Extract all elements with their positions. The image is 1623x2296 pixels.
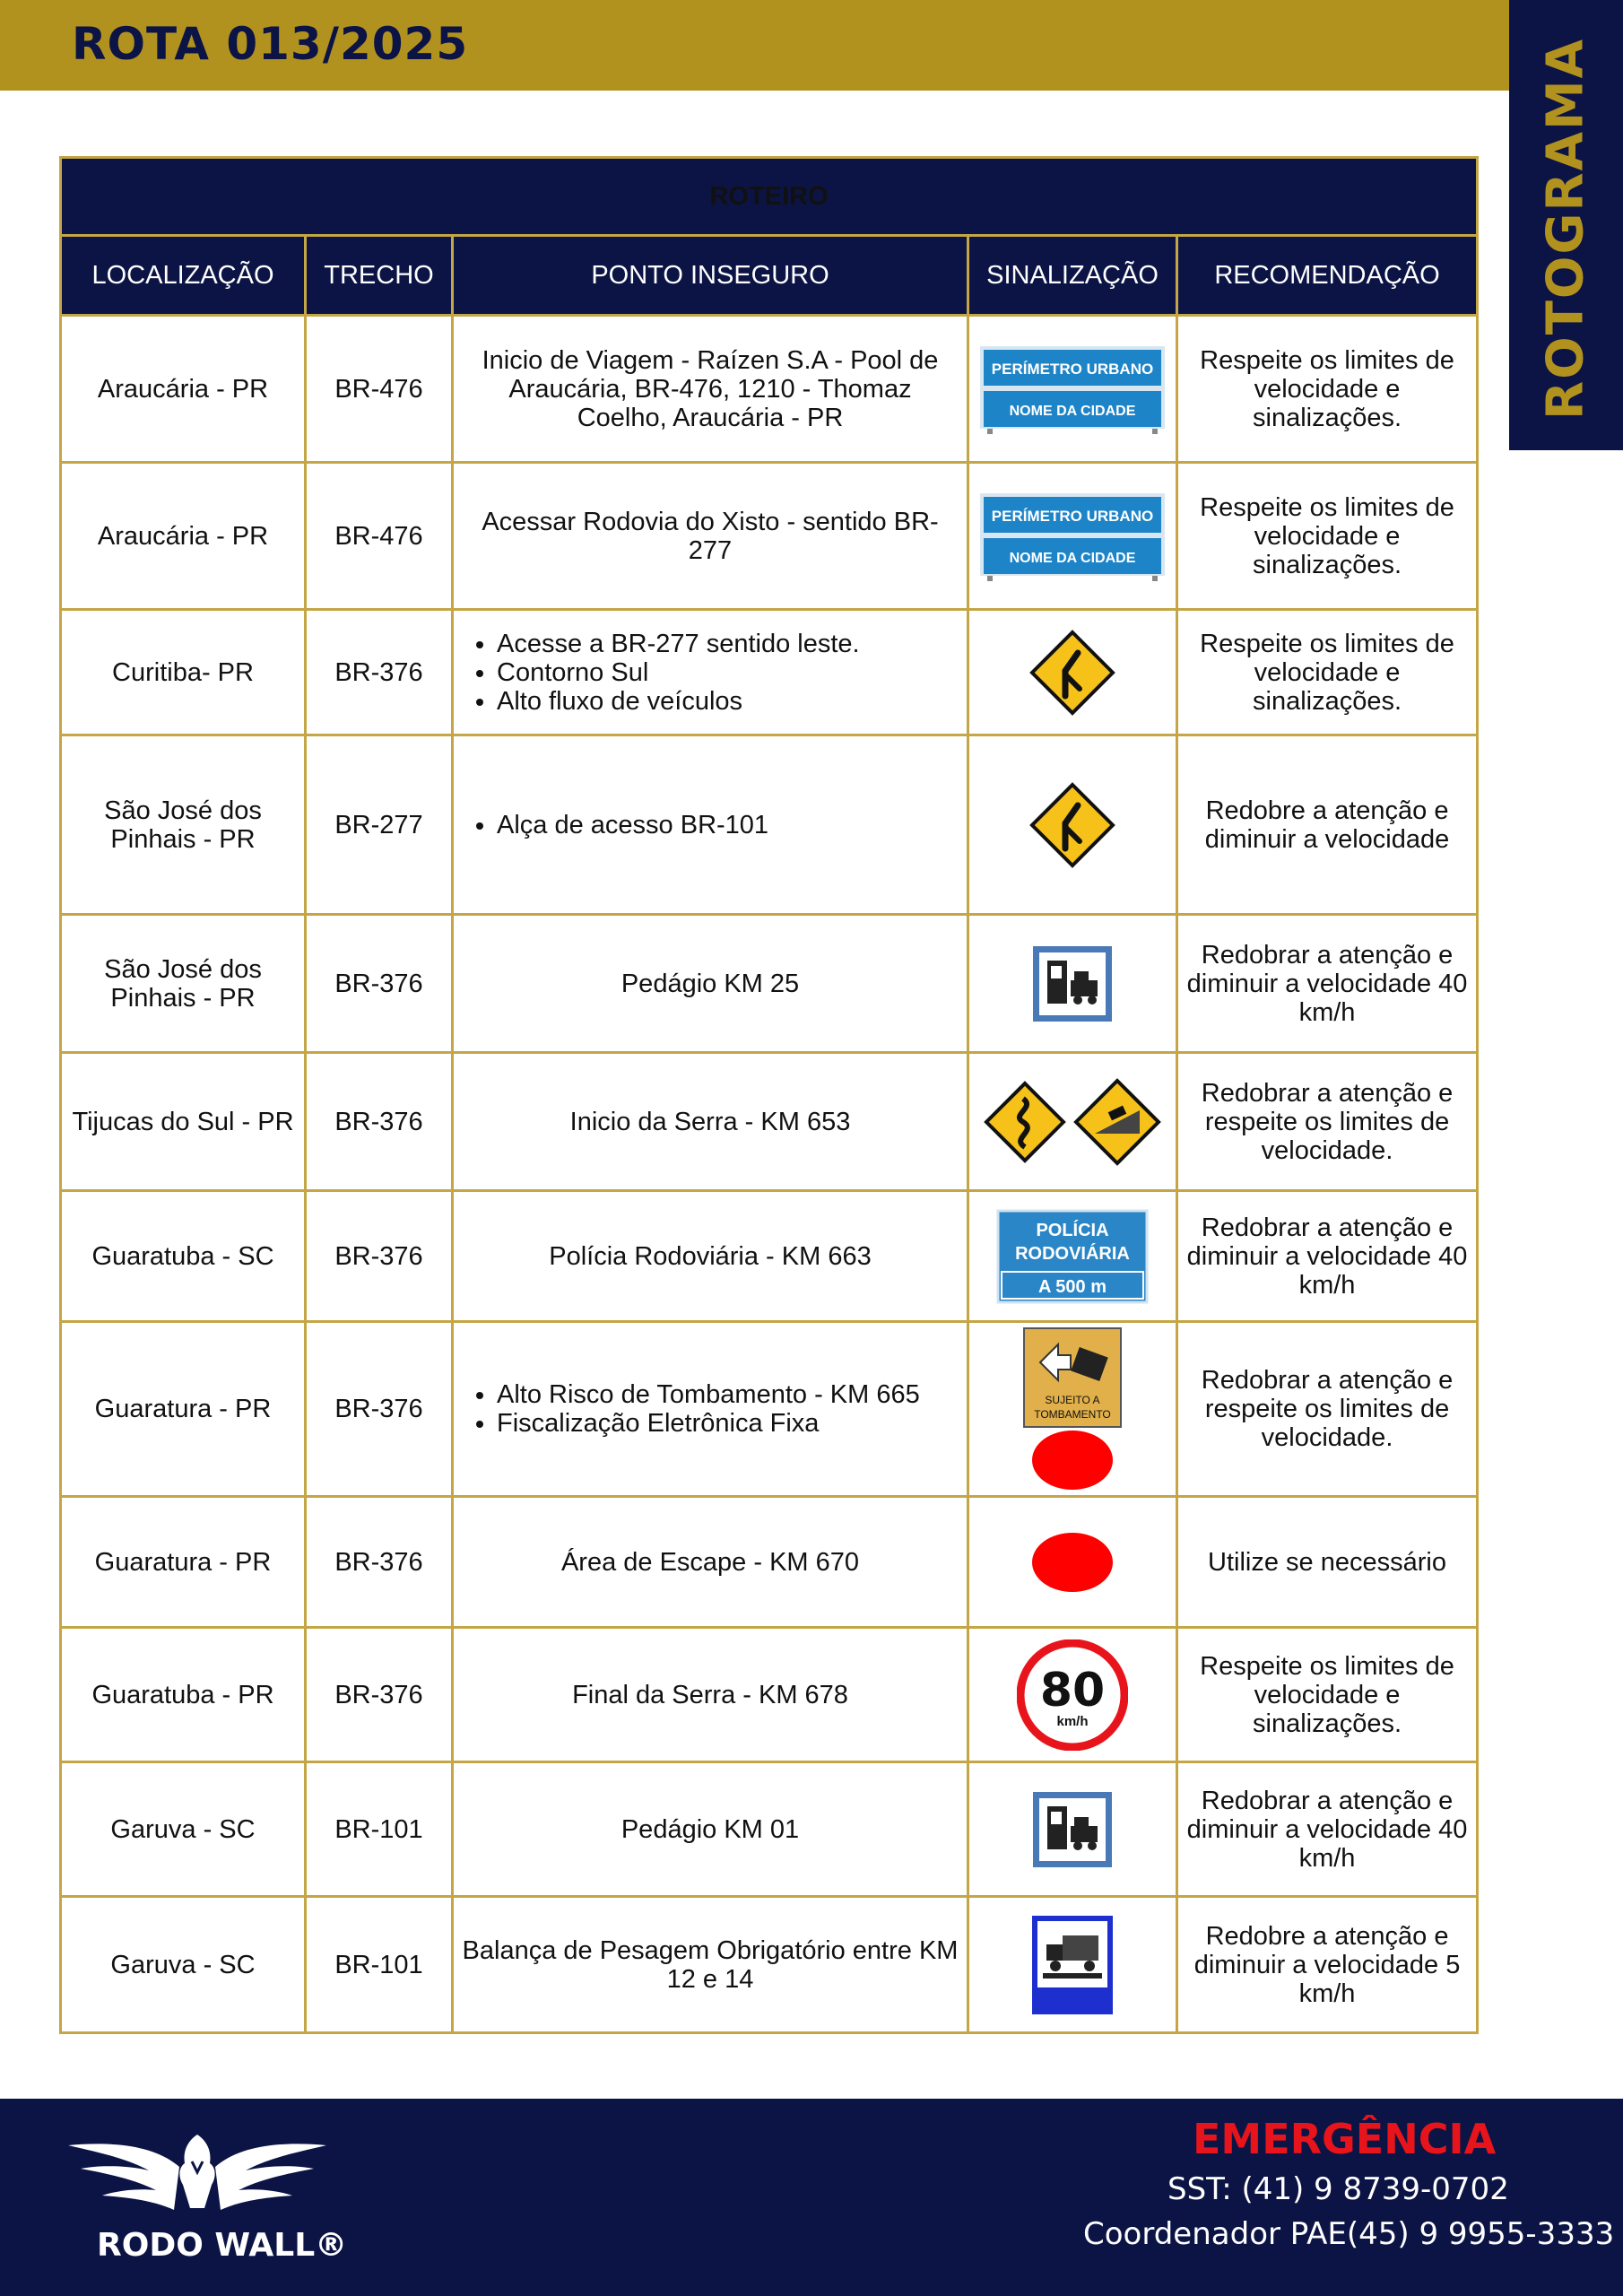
svg-text:PERÍMETRO URBANO: PERÍMETRO URBANO	[991, 507, 1154, 525]
cell-ponto	[453, 610, 968, 735]
junction-warning-icon	[1029, 630, 1115, 716]
list-item: • Acesse a BR-277 sentido leste.	[497, 630, 959, 658]
column-header-row	[61, 236, 1478, 316]
cell-ponto: Inicio de Viagem - Raízen S.A - Pool de Araucária, BR-476, 1210 - Thomaz Coelho, Araucária - PR	[453, 316, 968, 463]
emergency-sst: SST: (41) 9 8739-0702	[1167, 2171, 1509, 2207]
ponto-list	[461, 1380, 959, 1438]
cell-ponto: Balança de Pesagem Obrigatório entre KM 12 e 14	[453, 1897, 968, 2033]
cell-sign	[968, 1053, 1177, 1191]
svg-text:NOME DA CIDADE: NOME DA CIDADE	[1009, 550, 1136, 566]
cell-location: Curitiba- PR	[61, 610, 306, 735]
column-header: SINALIZAÇÃO	[968, 236, 1177, 316]
cell-trecho: BR-376	[306, 1628, 453, 1762]
cell-sign	[968, 1628, 1177, 1762]
svg-text:RODOVIÁRIA: RODOVIÁRIA	[1015, 1243, 1130, 1264]
table-row	[61, 1628, 1478, 1762]
cell-location: Guaratuba - PR	[61, 1628, 306, 1762]
side-banner-label: ROTOGRAMA	[1536, 37, 1595, 421]
emergency-title: EMERGÊNCIA	[1193, 2115, 1497, 2163]
cell-location: Garuva - SC	[61, 1762, 306, 1897]
list-item: • Alto fluxo de veículos	[497, 687, 959, 716]
cell-sign	[968, 316, 1177, 463]
cell-sign	[968, 463, 1177, 610]
table-row	[61, 1762, 1478, 1897]
cell-location: Araucária - PR	[61, 316, 306, 463]
cell-location: São José dos Pinhais - PR	[61, 735, 306, 915]
junction-warning-icon	[1029, 782, 1115, 868]
cell-recommendation: Redobrar a atenção e respeite os limites de velocidade.	[1177, 1322, 1478, 1497]
toll-booth-icon	[1031, 944, 1114, 1023]
ponto-list	[461, 630, 959, 716]
column-header: PONTO INSEGURO	[453, 236, 968, 316]
column-header: LOCALIZAÇÃO	[61, 236, 306, 316]
cell-recommendation: Redobre a atenção e diminuir a velocidade 5 km/h	[1177, 1897, 1478, 2033]
cell-location: São José dos Pinhais - PR	[61, 915, 306, 1053]
cell-location: Guaratuba - SC	[61, 1191, 306, 1322]
cell-sign	[968, 1897, 1177, 2033]
table-row	[61, 1497, 1478, 1628]
cell-ponto: Acessar Rodovia do Xisto - sentido BR-277	[453, 463, 968, 610]
toll-booth-icon	[1031, 1790, 1114, 1869]
column-header: RECOMENDAÇÃO	[1177, 236, 1478, 316]
speed-limit-icon	[1017, 1639, 1128, 1751]
cell-ponto: Pedágio KM 01	[453, 1762, 968, 1897]
cell-sign	[968, 610, 1177, 735]
cell-sign	[968, 1322, 1177, 1497]
cell-ponto	[453, 1322, 968, 1497]
rollover-warning-icon	[1022, 1326, 1123, 1429]
perimeter-sign-icon	[978, 491, 1167, 581]
svg-text:A 500 m: A 500 m	[1038, 1276, 1107, 1297]
table-row	[61, 463, 1478, 610]
cell-trecho: BR-101	[306, 1762, 453, 1897]
table-row	[61, 735, 1478, 915]
cell-location: Araucária - PR	[61, 463, 306, 610]
cell-trecho: BR-476	[306, 463, 453, 610]
table-row	[61, 1191, 1478, 1322]
police-sign-icon	[996, 1209, 1149, 1304]
cell-trecho: BR-376	[306, 1322, 453, 1497]
table-title: ROTEIRO	[61, 158, 1478, 236]
svg-text:TOMBAMENTO: TOMBAMENTO	[1034, 1408, 1111, 1421]
table-row	[61, 915, 1478, 1053]
list-item: • Contorno Sul	[497, 658, 959, 687]
svg-text:POLÍCIA: POLÍCIA	[1036, 1220, 1109, 1240]
roteiro-table	[59, 156, 1479, 2034]
svg-text:SUJEITO A: SUJEITO A	[1045, 1394, 1100, 1406]
cell-recommendation: Respeite os limites de velocidade e sinalizações.	[1177, 316, 1478, 463]
weigh-station-icon	[1030, 1914, 1115, 2016]
cell-trecho: BR-101	[306, 1897, 453, 2033]
cell-sign	[968, 735, 1177, 915]
red-circle-icon	[1030, 1429, 1115, 1492]
cell-recommendation: Respeite os limites de velocidade e sinalizações.	[1177, 610, 1478, 735]
list-item: • Fiscalização Eletrônica Fixa	[497, 1409, 959, 1438]
perimeter-sign-icon	[978, 344, 1167, 434]
svg-text:80: 80	[1039, 1663, 1106, 1718]
cell-ponto: Pedágio KM 25	[453, 915, 968, 1053]
cell-recommendation: Redobre a atenção e diminuir a velocidade	[1177, 735, 1478, 915]
cell-recommendation: Redobrar a atenção e diminuir a velocidade 40 km/h	[1177, 915, 1478, 1053]
cell-ponto	[453, 735, 968, 915]
svg-text:PERÍMETRO URBANO: PERÍMETRO URBANO	[991, 360, 1154, 378]
red-circle-icon	[1030, 1531, 1115, 1594]
svg-text:NOME DA CIDADE: NOME DA CIDADE	[1009, 403, 1136, 419]
cell-trecho: BR-376	[306, 1053, 453, 1191]
cell-ponto: Final da Serra - KM 678	[453, 1628, 968, 1762]
table-row	[61, 1322, 1478, 1497]
table-row	[61, 610, 1478, 735]
cell-trecho: BR-376	[306, 915, 453, 1053]
cell-recommendation: Redobrar a atenção e respeite os limites de velocidade.	[1177, 1053, 1478, 1191]
cell-location: Guaratura - PR	[61, 1497, 306, 1628]
cell-sign	[968, 915, 1177, 1053]
curves-warning-icon	[984, 1081, 1066, 1163]
cell-sign	[968, 1191, 1177, 1322]
cell-sign	[968, 1497, 1177, 1628]
cell-location: Garuva - SC	[61, 1897, 306, 2033]
cell-ponto: Inicio da Serra - KM 653	[453, 1053, 968, 1191]
table-row	[61, 316, 1478, 463]
cell-trecho: BR-277	[306, 735, 453, 915]
table-row	[61, 1053, 1478, 1191]
cell-trecho: BR-376	[306, 610, 453, 735]
svg-text:km/h: km/h	[1056, 1713, 1089, 1729]
steep-slope-icon	[1073, 1078, 1161, 1166]
list-item: • Alça de acesso BR-101	[497, 811, 959, 839]
cell-trecho: BR-376	[306, 1191, 453, 1322]
emergency-coordenador: Coordenador PAE(45) 9 9955-3333	[1083, 2216, 1615, 2252]
list-item: • Alto Risco de Tombamento - KM 665	[497, 1380, 959, 1409]
cell-location: Guaratura - PR	[61, 1322, 306, 1497]
cell-trecho: BR-476	[306, 316, 453, 463]
cell-ponto: Polícia Rodoviária - KM 663	[453, 1191, 968, 1322]
column-header: TRECHO	[306, 236, 453, 316]
cell-recommendation: Redobrar a atenção e diminuir a velocidade 40 km/h	[1177, 1762, 1478, 1897]
logo-text: RODO WALL®	[97, 2227, 348, 2264]
cell-location: Tijucas do Sul - PR	[61, 1053, 306, 1191]
table-row	[61, 1897, 1478, 2033]
cell-trecho: BR-376	[306, 1497, 453, 1628]
cell-ponto: Área de Escape - KM 670	[453, 1497, 968, 1628]
cell-sign	[968, 1762, 1177, 1897]
cell-recommendation: Redobrar a atenção e diminuir a velocidade 40 km/h	[1177, 1191, 1478, 1322]
route-title: ROTA 013/2025	[72, 18, 469, 70]
ponto-list	[461, 811, 959, 839]
cell-recommendation: Respeite os limites de velocidade e sinalizações.	[1177, 1628, 1478, 1762]
cell-recommendation: Respeite os limites de velocidade e sinalizações.	[1177, 463, 1478, 610]
cell-recommendation: Utilize se necessário	[1177, 1497, 1478, 1628]
